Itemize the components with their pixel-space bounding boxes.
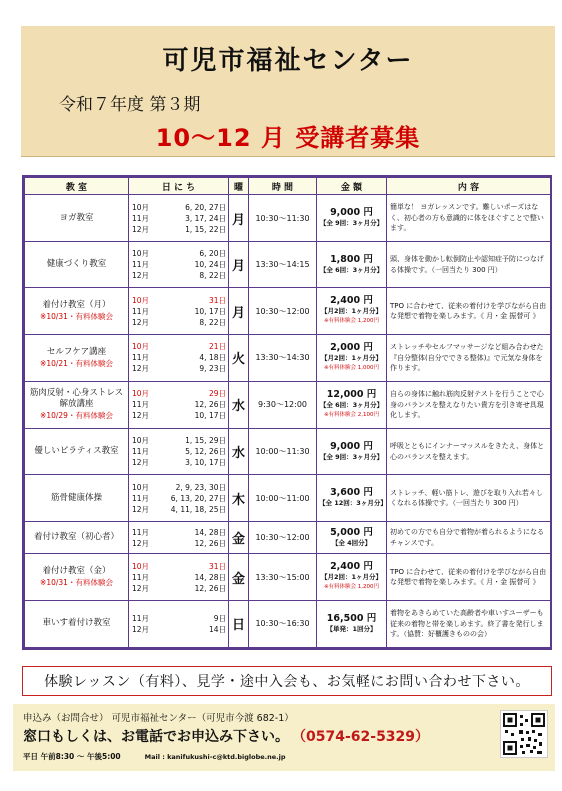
time-cell: 13:30〜14:30 <box>249 334 317 381</box>
description-cell: 簡単な！ ヨガレッスンです。難しいポーズはなく、初心者の方も意識的に体をほぐすことで整います。 <box>387 195 551 242</box>
date-line <box>132 388 226 399</box>
fee-detail: 【単発：1回分】 <box>326 624 377 633</box>
date-month: 11月 <box>132 306 150 316</box>
date-days: 10, 17日 <box>194 306 226 316</box>
trial-notice: 体験レッスン（有料）、見学・途中入会も、お気軽にお問い合わせ下さい。 <box>22 666 552 696</box>
course-name-cell <box>25 288 129 334</box>
fee-detail: 【月2回：1ヶ月分】 <box>320 573 383 582</box>
table-row <box>25 554 551 600</box>
fee-amount: 2,400 円 <box>330 295 373 307</box>
email-address[interactable]: Mail : kanifukushi-c@ktd.biglobe.ne.jp <box>144 753 286 761</box>
dates-cell <box>129 195 229 242</box>
course-name-cell <box>25 600 129 647</box>
date-line <box>132 202 226 213</box>
date-month: 12月 <box>132 271 150 281</box>
date-line <box>132 224 226 235</box>
col-header-fee: 金 額 <box>317 178 387 195</box>
date-days: 31日 <box>208 295 226 305</box>
date-line <box>132 295 226 306</box>
date-days: 8, 22日 <box>199 271 226 281</box>
fee-detail: 【全 6回：3ヶ月分】 <box>319 400 384 409</box>
date-days: 29日 <box>208 389 226 399</box>
date-line <box>132 306 226 317</box>
date-days: 1, 15, 22日 <box>185 224 226 234</box>
description-cell: 初めての方でも自分で着物が着られるようになるチャンスです。 <box>387 521 551 554</box>
course-name: 筋肉反射・心身ストレス解放講座 <box>29 388 124 410</box>
col-header-time: 時 間 <box>249 178 317 195</box>
date-line <box>132 613 226 624</box>
date-days: 14日 <box>208 624 226 634</box>
weekday-cell: 水 <box>229 428 249 474</box>
trial-note: ※10/21・有料体験会 <box>40 358 113 368</box>
fee-amount: 16,500 円 <box>326 612 377 624</box>
course-name-cell <box>25 475 129 521</box>
course-name-cell <box>25 381 129 428</box>
col-header-content: 内 容 <box>387 178 551 195</box>
date-line <box>132 457 226 468</box>
date-month: 12月 <box>132 504 150 514</box>
fee-amount: 9,000 円 <box>330 207 373 219</box>
date-month: 10月 <box>132 295 150 305</box>
date-line <box>132 435 226 446</box>
time-cell: 10:30〜11:30 <box>249 195 317 242</box>
date-month: 10月 <box>132 436 150 446</box>
date-days: 8, 22日 <box>199 317 226 327</box>
fee-detail: 【月2回：1ヶ月分】 <box>320 307 383 316</box>
weekday-cell: 火 <box>229 334 249 381</box>
table-row <box>25 521 551 554</box>
dates-cell <box>129 475 229 521</box>
description-cell: 呼吸とともにインナーマッスルをきたえ、身体と心のバランスを整えます。 <box>387 428 551 474</box>
date-days: 4, 11, 18, 25日 <box>170 504 226 514</box>
dates-cell <box>129 381 229 428</box>
trial-fee: ※有料体験会 1,200円 <box>323 584 380 591</box>
qr-code-icon[interactable] <box>500 710 548 758</box>
course-name: セルフケア講座 <box>46 346 107 357</box>
description-cell: TPO に合わせて、従来の着付けを学びながら自由な発想で着物を楽しみます。《 月・金 振替可 》 <box>387 554 551 600</box>
contact-footer <box>13 704 555 771</box>
time-cell: 10:30〜12:00 <box>249 288 317 334</box>
fee-amount: 1,800 円 <box>330 253 373 265</box>
table-row <box>25 428 551 474</box>
fee-detail: 【全 12回：3ヶ月分】 <box>319 499 387 508</box>
course-name: ヨガ教室 <box>59 212 94 223</box>
date-line <box>132 248 226 259</box>
date-days: 3, 17, 24日 <box>185 213 226 223</box>
date-line <box>132 259 226 270</box>
header-banner <box>21 26 555 157</box>
date-days: 1, 15, 29日 <box>185 436 226 446</box>
time-cell: 10:00〜11:00 <box>249 475 317 521</box>
time-cell: 10:00〜11:30 <box>249 428 317 474</box>
date-month: 11月 <box>132 527 150 537</box>
contact-address: 申込み（お問合せ） 可児市福祉センター（可児市今渡 682-1） <box>23 713 294 724</box>
weekday-cell: 日 <box>229 600 249 647</box>
date-month: 12月 <box>132 624 150 634</box>
date-days: 31日 <box>208 561 226 571</box>
date-month: 11月 <box>132 493 150 503</box>
course-name: 車いす着付け教室 <box>42 618 111 629</box>
fee-cell <box>317 242 387 288</box>
date-line <box>132 572 226 583</box>
office-hours-line <box>23 751 286 762</box>
fee-amount: 3,600 円 <box>330 487 373 499</box>
course-name: 着付け教室（初心者） <box>33 532 119 543</box>
description-cell: 着物をあきらめていた高齢者や車いすユーザーも従来の着物と帯を楽しめます。終了書を発行します。（協賛：好櫃護きものの会） <box>387 600 551 647</box>
date-days: 4, 18日 <box>199 353 226 363</box>
table-row <box>25 381 551 428</box>
date-month: 12月 <box>132 364 150 374</box>
fee-amount: 2,000 円 <box>330 341 373 353</box>
description-cell: 頭、身体を動かし転倒防止や認知症予防につなげる体操です。（一回当たり 300 円） <box>387 242 551 288</box>
fee-detail: 【全 6回：3ヶ月分】 <box>319 265 384 274</box>
date-month: 10月 <box>132 202 150 212</box>
course-name: 着付け教室（月） <box>42 300 111 311</box>
fee-cell <box>317 600 387 647</box>
date-days: 12, 26日 <box>194 583 226 593</box>
description-cell: 自らの身体に触れ筋肉反射テストを行うことで心身のバランスを整えなりたい貴方を引き寄せ具現化します。 <box>387 381 551 428</box>
dates-cell <box>129 428 229 474</box>
date-line <box>132 317 226 328</box>
date-month: 12月 <box>132 583 150 593</box>
date-month: 11月 <box>132 353 150 363</box>
date-month: 12月 <box>132 224 150 234</box>
date-month: 11月 <box>132 447 150 457</box>
date-month: 10月 <box>132 342 150 352</box>
date-month: 10月 <box>132 482 150 492</box>
dates-cell <box>129 242 229 288</box>
date-days: 14, 28日 <box>194 527 226 537</box>
date-month: 12月 <box>132 411 150 421</box>
fee-cell <box>317 428 387 474</box>
fee-cell <box>317 521 387 554</box>
fee-detail: 【全 4回分】 <box>331 538 372 547</box>
course-name: 優しいピラティス教室 <box>34 446 119 457</box>
date-days: 9, 23日 <box>199 364 226 374</box>
date-days: 9日 <box>213 613 226 623</box>
dates-cell <box>129 521 229 554</box>
trial-fee: ※有料体験会 2,100円 <box>323 411 380 418</box>
date-days: 2, 9, 23, 30日 <box>175 482 226 492</box>
time-cell: 9:30〜12:00 <box>249 381 317 428</box>
description-cell: ストレッチ、軽い筋トレ、遊びを取り入れ若々しくなれる体操です。（一回当たり 300 円） <box>387 475 551 521</box>
fee-cell <box>317 288 387 334</box>
date-days: 12, 26日 <box>194 538 226 548</box>
fee-cell <box>317 195 387 242</box>
table-row <box>25 242 551 288</box>
office-hours: 平日 午前8:30 〜 午後5:00 <box>23 752 121 761</box>
date-month: 10月 <box>132 249 150 259</box>
table-row <box>25 334 551 381</box>
fee-amount: 2,400 円 <box>330 561 373 573</box>
date-month: 11月 <box>132 572 150 582</box>
fee-amount: 9,000 円 <box>330 440 373 452</box>
date-days: 6, 20日 <box>199 249 226 259</box>
table-row <box>25 288 551 334</box>
table-row <box>25 600 551 647</box>
fee-detail: 【全 9回：3ヶ月分】 <box>319 219 384 228</box>
date-month: 12月 <box>132 458 150 468</box>
table-header-row <box>25 178 551 195</box>
date-days: 12, 26日 <box>194 400 226 410</box>
weekday-cell: 月 <box>229 195 249 242</box>
date-month: 11月 <box>132 213 150 223</box>
recruitment-headline: 10〜12 月 受講者募集 <box>155 124 421 152</box>
date-line <box>132 213 226 224</box>
date-days: 14, 28日 <box>194 572 226 582</box>
weekday-cell: 水 <box>229 381 249 428</box>
date-line <box>132 363 226 374</box>
fee-detail: 【全 9回：3ヶ月分】 <box>319 452 384 461</box>
date-line <box>132 504 226 515</box>
trial-note: ※10/31・有料体験会 <box>40 312 113 322</box>
course-name-cell <box>25 554 129 600</box>
date-days: 3, 10, 17日 <box>185 458 226 468</box>
apply-instructions <box>23 726 429 746</box>
term-label: 令和７年度 第３期 <box>59 95 201 115</box>
date-line <box>132 341 226 352</box>
col-header-course: 教 室 <box>25 178 129 195</box>
fee-cell <box>317 475 387 521</box>
course-name: 筋骨健康体操 <box>50 492 102 503</box>
time-cell: 13:30〜14:15 <box>249 242 317 288</box>
weekday-cell: 金 <box>229 554 249 600</box>
date-month: 11月 <box>132 613 150 623</box>
col-header-dates: 日 に ち <box>129 178 229 195</box>
date-line <box>132 583 226 594</box>
date-month: 10月 <box>132 389 150 399</box>
table-row <box>25 475 551 521</box>
description-cell: TPO に合わせて、従来の着付けを学びながら自由な発想で着物を楽しみます。《 月・金 振替可 》 <box>387 288 551 334</box>
date-days: 6, 13, 20, 27日 <box>170 493 226 503</box>
date-line <box>132 482 226 493</box>
course-name-cell <box>25 521 129 554</box>
weekday-cell: 月 <box>229 288 249 334</box>
date-line <box>132 561 226 572</box>
time-cell: 10:30〜16:30 <box>249 600 317 647</box>
date-line <box>132 624 226 635</box>
date-line <box>132 270 226 281</box>
dates-cell <box>129 600 229 647</box>
phone-number[interactable]: （0574-62-5329） <box>299 729 430 745</box>
trial-note: ※10/29・有料体験会 <box>40 411 113 421</box>
dates-cell <box>129 288 229 334</box>
date-month: 12月 <box>132 538 150 548</box>
date-days: 21日 <box>208 342 226 352</box>
course-table <box>22 175 552 650</box>
fee-amount: 12,000 円 <box>326 388 377 400</box>
course-name-cell <box>25 334 129 381</box>
fee-cell <box>317 381 387 428</box>
weekday-cell: 木 <box>229 475 249 521</box>
date-line <box>132 527 226 538</box>
course-name-cell <box>25 195 129 242</box>
date-days: 10, 24日 <box>194 260 226 270</box>
dates-cell <box>129 554 229 600</box>
col-header-weekday: 曜 <box>229 178 249 195</box>
weekday-cell: 金 <box>229 521 249 554</box>
course-name-cell <box>25 428 129 474</box>
date-line <box>132 538 226 549</box>
fee-cell <box>317 334 387 381</box>
time-cell: 10:30〜12:00 <box>249 521 317 554</box>
date-line <box>132 352 226 363</box>
date-days: 5, 12, 26日 <box>185 447 226 457</box>
apply-text: 窓口もしくは、お電話でお申込み下さい。 <box>23 729 289 745</box>
fee-amount: 5,000 円 <box>330 526 373 538</box>
date-line <box>132 410 226 421</box>
page-title: 可児市福祉センター <box>162 46 414 76</box>
date-line <box>132 493 226 504</box>
description-cell: ストレッチやセルフマッサージなど組み合わせた『自分整体(自分でできる整体)』で元気な身体を作ります。 <box>387 334 551 381</box>
dates-cell <box>129 334 229 381</box>
trial-note: ※10/31・有料体験会 <box>40 578 113 588</box>
trial-fee: ※有料体験会 1,000円 <box>323 364 380 371</box>
fee-cell <box>317 554 387 600</box>
course-name: 着付け教室（金） <box>42 566 111 577</box>
date-days: 10, 17日 <box>194 411 226 421</box>
date-line <box>132 399 226 410</box>
date-month: 12月 <box>132 317 150 327</box>
table-row <box>25 195 551 242</box>
date-month: 11月 <box>132 260 150 270</box>
date-line <box>132 446 226 457</box>
course-name: 健康づくり教室 <box>46 259 107 270</box>
date-month: 10月 <box>132 561 150 571</box>
fee-detail: 【月2回：1ヶ月分】 <box>320 353 383 362</box>
date-month: 11月 <box>132 400 150 410</box>
time-cell: 13:30〜15:00 <box>249 554 317 600</box>
date-days: 6, 20, 27日 <box>185 202 226 212</box>
weekday-cell: 月 <box>229 242 249 288</box>
trial-fee: ※有料体験会 1,200円 <box>323 318 380 325</box>
course-name-cell <box>25 242 129 288</box>
